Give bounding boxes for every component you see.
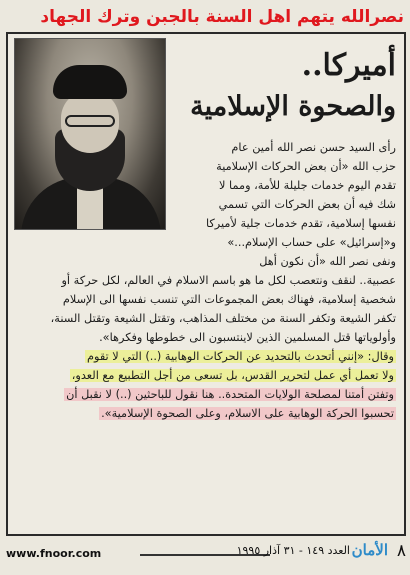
page-number: ٨ [396,541,406,561]
article-title-line2: والصحوة الإسلامية [190,91,396,122]
body-line: عصبية.. لنقف ونتعصب لكل ما هو باسم الاسلام في العالم، لكل حركة أو [61,274,396,287]
red-headline: نصرالله يتهم اهل السنة بالجبن وترك الجهاد [40,7,404,27]
article-title-line1: أميركا.. [301,48,396,83]
body-line: نفسها إسلامية، تقدم خدمات جلية لأميركا [205,217,396,230]
body-line: تكفر الشيعة وتكفر السنة من مختلف المذاهب، وتقتل الشيعة وتقتل السنة، [50,312,396,325]
magazine-logo: الأمان [351,541,388,559]
article-frame [6,32,406,536]
body-line: شك فيه أن بعض الحركات التي تسمي [218,198,396,211]
body-line: ونفى نصر الله «أن نكون أهل [259,255,396,268]
body-line: رأى السيد حسن نصر الله أمين عام [231,141,396,154]
body-line: شخصية إسلامية، فهناك بعض المجموعات التي تنسب نفسها الى الإسلام [62,293,396,306]
issue-info: العدد ١٤٩ - ٣١ آذار ١٩٩٥ [236,544,350,557]
quote-line: تحسبوا الحركة الوهابية على الاسلام، وعلى الصحوة الإسلامية». [101,407,394,420]
body-line: حزب الله «أن بعض الحركات الإسلامية [216,160,396,173]
quote-line: وتفتن أمتنا لمصلحة الولايات المتحدة.. هنا نقول للباحثين (..) لا نقبل أن [66,388,394,401]
body-line: تقدم اليوم خدمات جليلة للأمة، ومما لا [219,179,396,192]
article-body [12,138,396,423]
quote-line: ولا تعمل أي عمل لتحرير القدس، بل تسعى من أجل التطبيع مع العدو، [71,369,394,382]
body-line: و«إسرائيل» على حساب الإسلام...» [227,236,396,249]
page-footer [0,538,410,570]
quote-line: وقال: «إنني أتحدث بالتحديد عن الحركات الوهابية (..) التي لا تقوم [87,350,394,363]
website-label: www.fnoor.com [6,547,102,560]
body-line: وأولوياتها قتل المسلمين الذين لاينتسبون الى خطوطها وفكرها». [99,331,396,344]
